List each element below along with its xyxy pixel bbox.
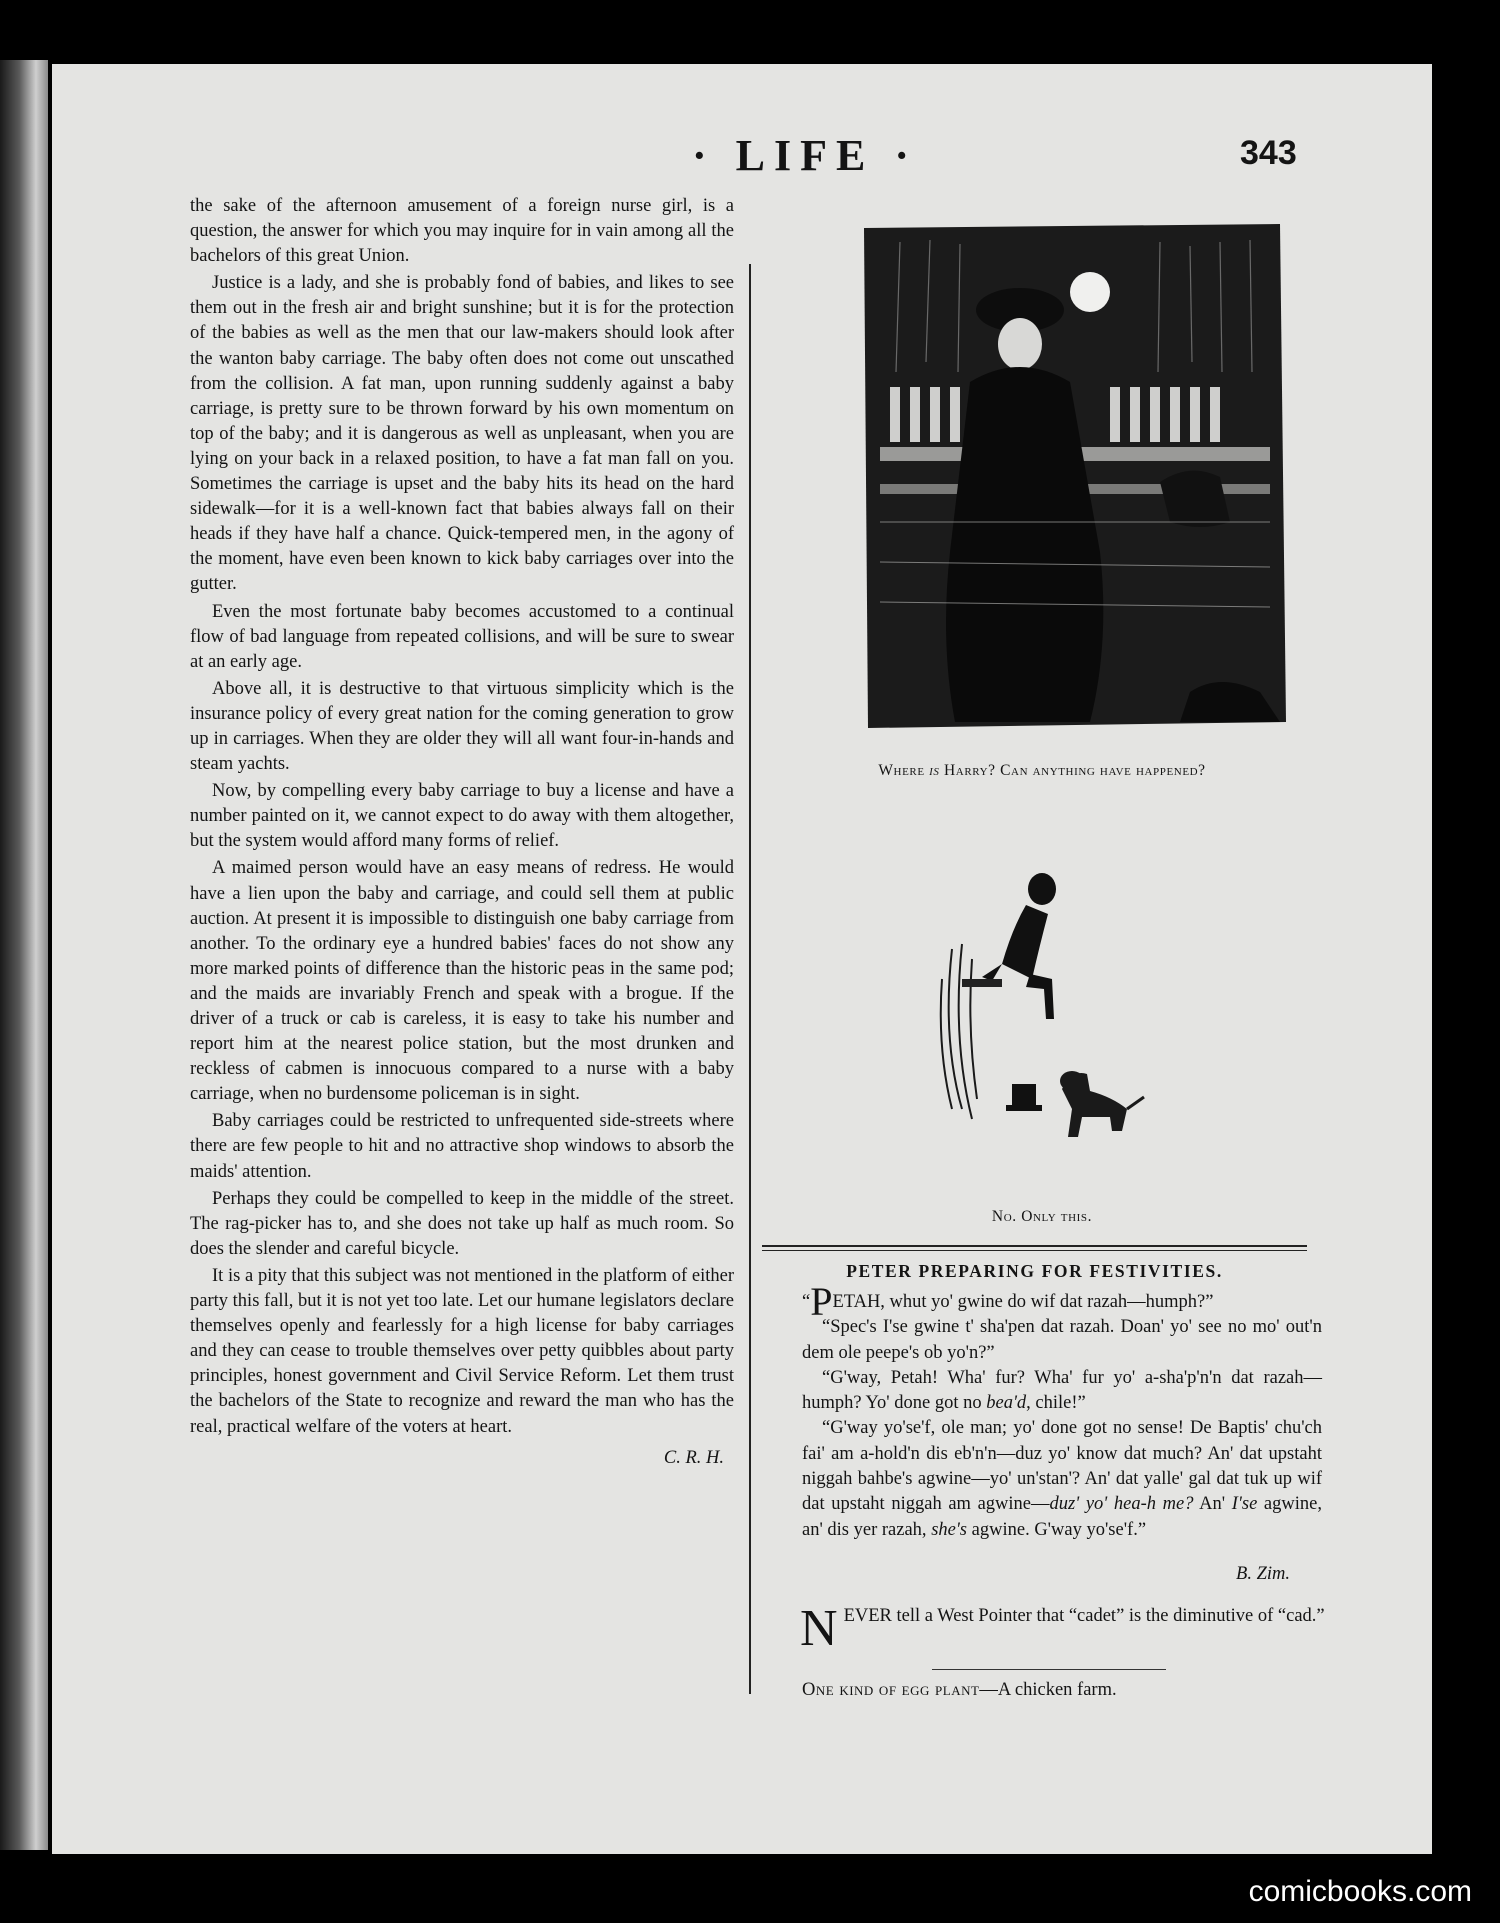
squib-egg-plant	[802, 1680, 1117, 1701]
magazine-title: · LIFE ·	[692, 131, 919, 180]
cartoon-caption-1	[762, 762, 1322, 780]
squib-cadet	[800, 1600, 1325, 1657]
site-watermark: comicbooks.com	[1248, 1875, 1472, 1908]
article-signature: C. R. H.	[663, 1447, 724, 1468]
poem-text: agwine, an' dis yer razah,	[802, 1494, 1322, 1540]
page-header	[52, 130, 1432, 190]
article-paragraph: Even the most fortunate baby becomes accustomed to a continual flow of bad language from repeated collisions, and will be sure to swear at an early age.	[190, 601, 734, 672]
poem-text: “G'way yo'se'f, ole man; yo' done got no sense! De Baptis' chu'ch fai' am a-hold'n dis eb'n'n—duz yo' know dat much? An' dat upstaht niggah bahbe's agwine—yo' un'stan'? An' dat yalle' gal dat tuk up wif dat upstaht niggah am agwine—	[802, 1418, 1322, 1515]
article-paragraph: Above all, it is destructive to that virtuous simplicity which is the insurance policy of every great nation for the coming generation to grow up in carriages. When they are older they will all want four-in-hands and steam yachts.	[190, 678, 734, 775]
poem-italic: duz' yo' hea-h me?	[1049, 1494, 1194, 1515]
article-paragraph: A maimed person would have an easy means of redress. He would have a lien upon the baby and carriage, and could sell them at public auction. At present it is impossible to distinguish one baby carriage from another. To the ordinary eye a hundred babies' faces do not show any more marked points of difference than the historic peas in the same pod; and the maids are invariably French and speak with a brogue. If the driver of a truck or cab is careless, it is easy to take his number and report him at the nearest police station, but the most drunken and reckless of cabmen is innocuous compared to a nurse with a baby carriage, when no burdensome policeman is in sight.	[190, 858, 734, 1105]
poem-body	[802, 1279, 1322, 1543]
poem-title: PETER PREPARING FOR FESTIVITIES.	[846, 1261, 1223, 1281]
page-number: 343	[1240, 134, 1297, 172]
drop-cap: N	[800, 1600, 838, 1657]
short-rule	[932, 1669, 1166, 1670]
open-quote: “	[802, 1292, 811, 1312]
article-paragraph: It is a pity that this subject was not mentioned in the platform of either party this fall, but it is not yet too late. Let our humane legislators declare themselves openly and fearlessly for a high license for baby carriages and they can cease to trouble themselves over petty quibbles about party principles, honest government and Civil Service Reform. Let them trust the bachelors of the State to recognize and reward the man who has the real, practical welfare of the voters at heart.	[190, 1265, 734, 1437]
poem-italic: I'se	[1231, 1494, 1258, 1515]
squib-text: EVER tell a West Pointer that “cadet” is the diminutive of “cad.”	[843, 1606, 1325, 1626]
caption-text: Where	[878, 762, 930, 779]
article-paragraph: Perhaps they could be compelled to keep in the middle of the street. The rag-picker has to, and she does not take up half as much room. So does the slender and careful bicycle.	[190, 1188, 734, 1259]
poem-text: “G'way, Petah! Wha' fur? Wha' fur yo' a-sha'p'n'n dat razah—humph? Yo' done got no	[802, 1367, 1322, 1414]
drop-cap: P	[810, 1279, 833, 1324]
section-double-rule	[762, 1245, 1307, 1251]
poem-text: , chile!”	[1026, 1393, 1086, 1414]
article-paragraph: the sake of the afternoon amusement of a foreign nurse girl, is a question, the answer for which you may inquire for in vain among all the bachelors of this great Union.	[190, 196, 734, 267]
squib-lead: One kind of egg plant	[802, 1680, 980, 1700]
poem-line	[802, 1416, 1322, 1542]
poem-line: “Spec's I'se gwine t' sha'pen dat razah. Doan' yo' see no mo' out'n dem ole peepe's ob yo'n?”	[802, 1317, 1322, 1363]
article-column	[190, 194, 734, 1471]
cartoon-woman-on-bench-illustration	[860, 222, 1288, 742]
magazine-page	[52, 64, 1432, 1854]
poem-text: An'	[1193, 1494, 1232, 1515]
poem-signature: B. Zim.	[1236, 1564, 1290, 1584]
poem-text: ETAH, whut yo' gwine do wif dat razah—humph?”	[832, 1292, 1214, 1312]
poem-italic: bea'd	[986, 1393, 1027, 1414]
article-paragraph: Justice is a lady, and she is probably fond of babies, and likes to see them out in the fresh air and bright sunshine; but it is for the protection of the babies as well as the men that our law-makers should look after the wanton baby carriage. The baby often does not come out unscathed from the collision. A fat man, upon running suddenly against a baby carriage, is pretty sure to be thrown forward by his own momentum on top of the baby; and it is dangerous as well as unpleasant, when you are lying on your back in a relaxed position, to have a fat man fall on you. Sometimes the carriage is upset and the baby hits its head on the hard sidewalk—for it is a well-known fact that babies always fall on their heads if they have half a chance. Quick-tempered men, in the agony of the moment, have even been known to kick baby carriages over into the gutter.	[190, 273, 734, 595]
column-divider	[749, 264, 751, 1694]
caption-text: Harry? Can anything have happened?	[939, 762, 1206, 779]
squib-text: —A chicken farm.	[979, 1680, 1117, 1700]
poem-line	[802, 1279, 1322, 1324]
poem-italic: she's	[931, 1519, 968, 1540]
cartoon-caption-2: No. Only this.	[991, 1208, 1093, 1225]
poem-text: agwine. G'way yo'se'f.”	[967, 1519, 1147, 1540]
caption-emphasis: is	[929, 762, 940, 779]
poem-line	[802, 1366, 1322, 1417]
cartoon-man-and-dog-illustration	[922, 869, 1172, 1179]
article-paragraph: Baby carriages could be restricted to unfrequented side-streets where there are few people to hit and no attractive shop windows to absorb the maids' attention.	[190, 1111, 734, 1182]
binding-spine	[0, 60, 48, 1850]
article-paragraph: Now, by compelling every baby carriage to buy a license and have a number painted on it, we cannot expect to do away with them altogether, but the system would afford many forms of relief.	[190, 781, 734, 852]
